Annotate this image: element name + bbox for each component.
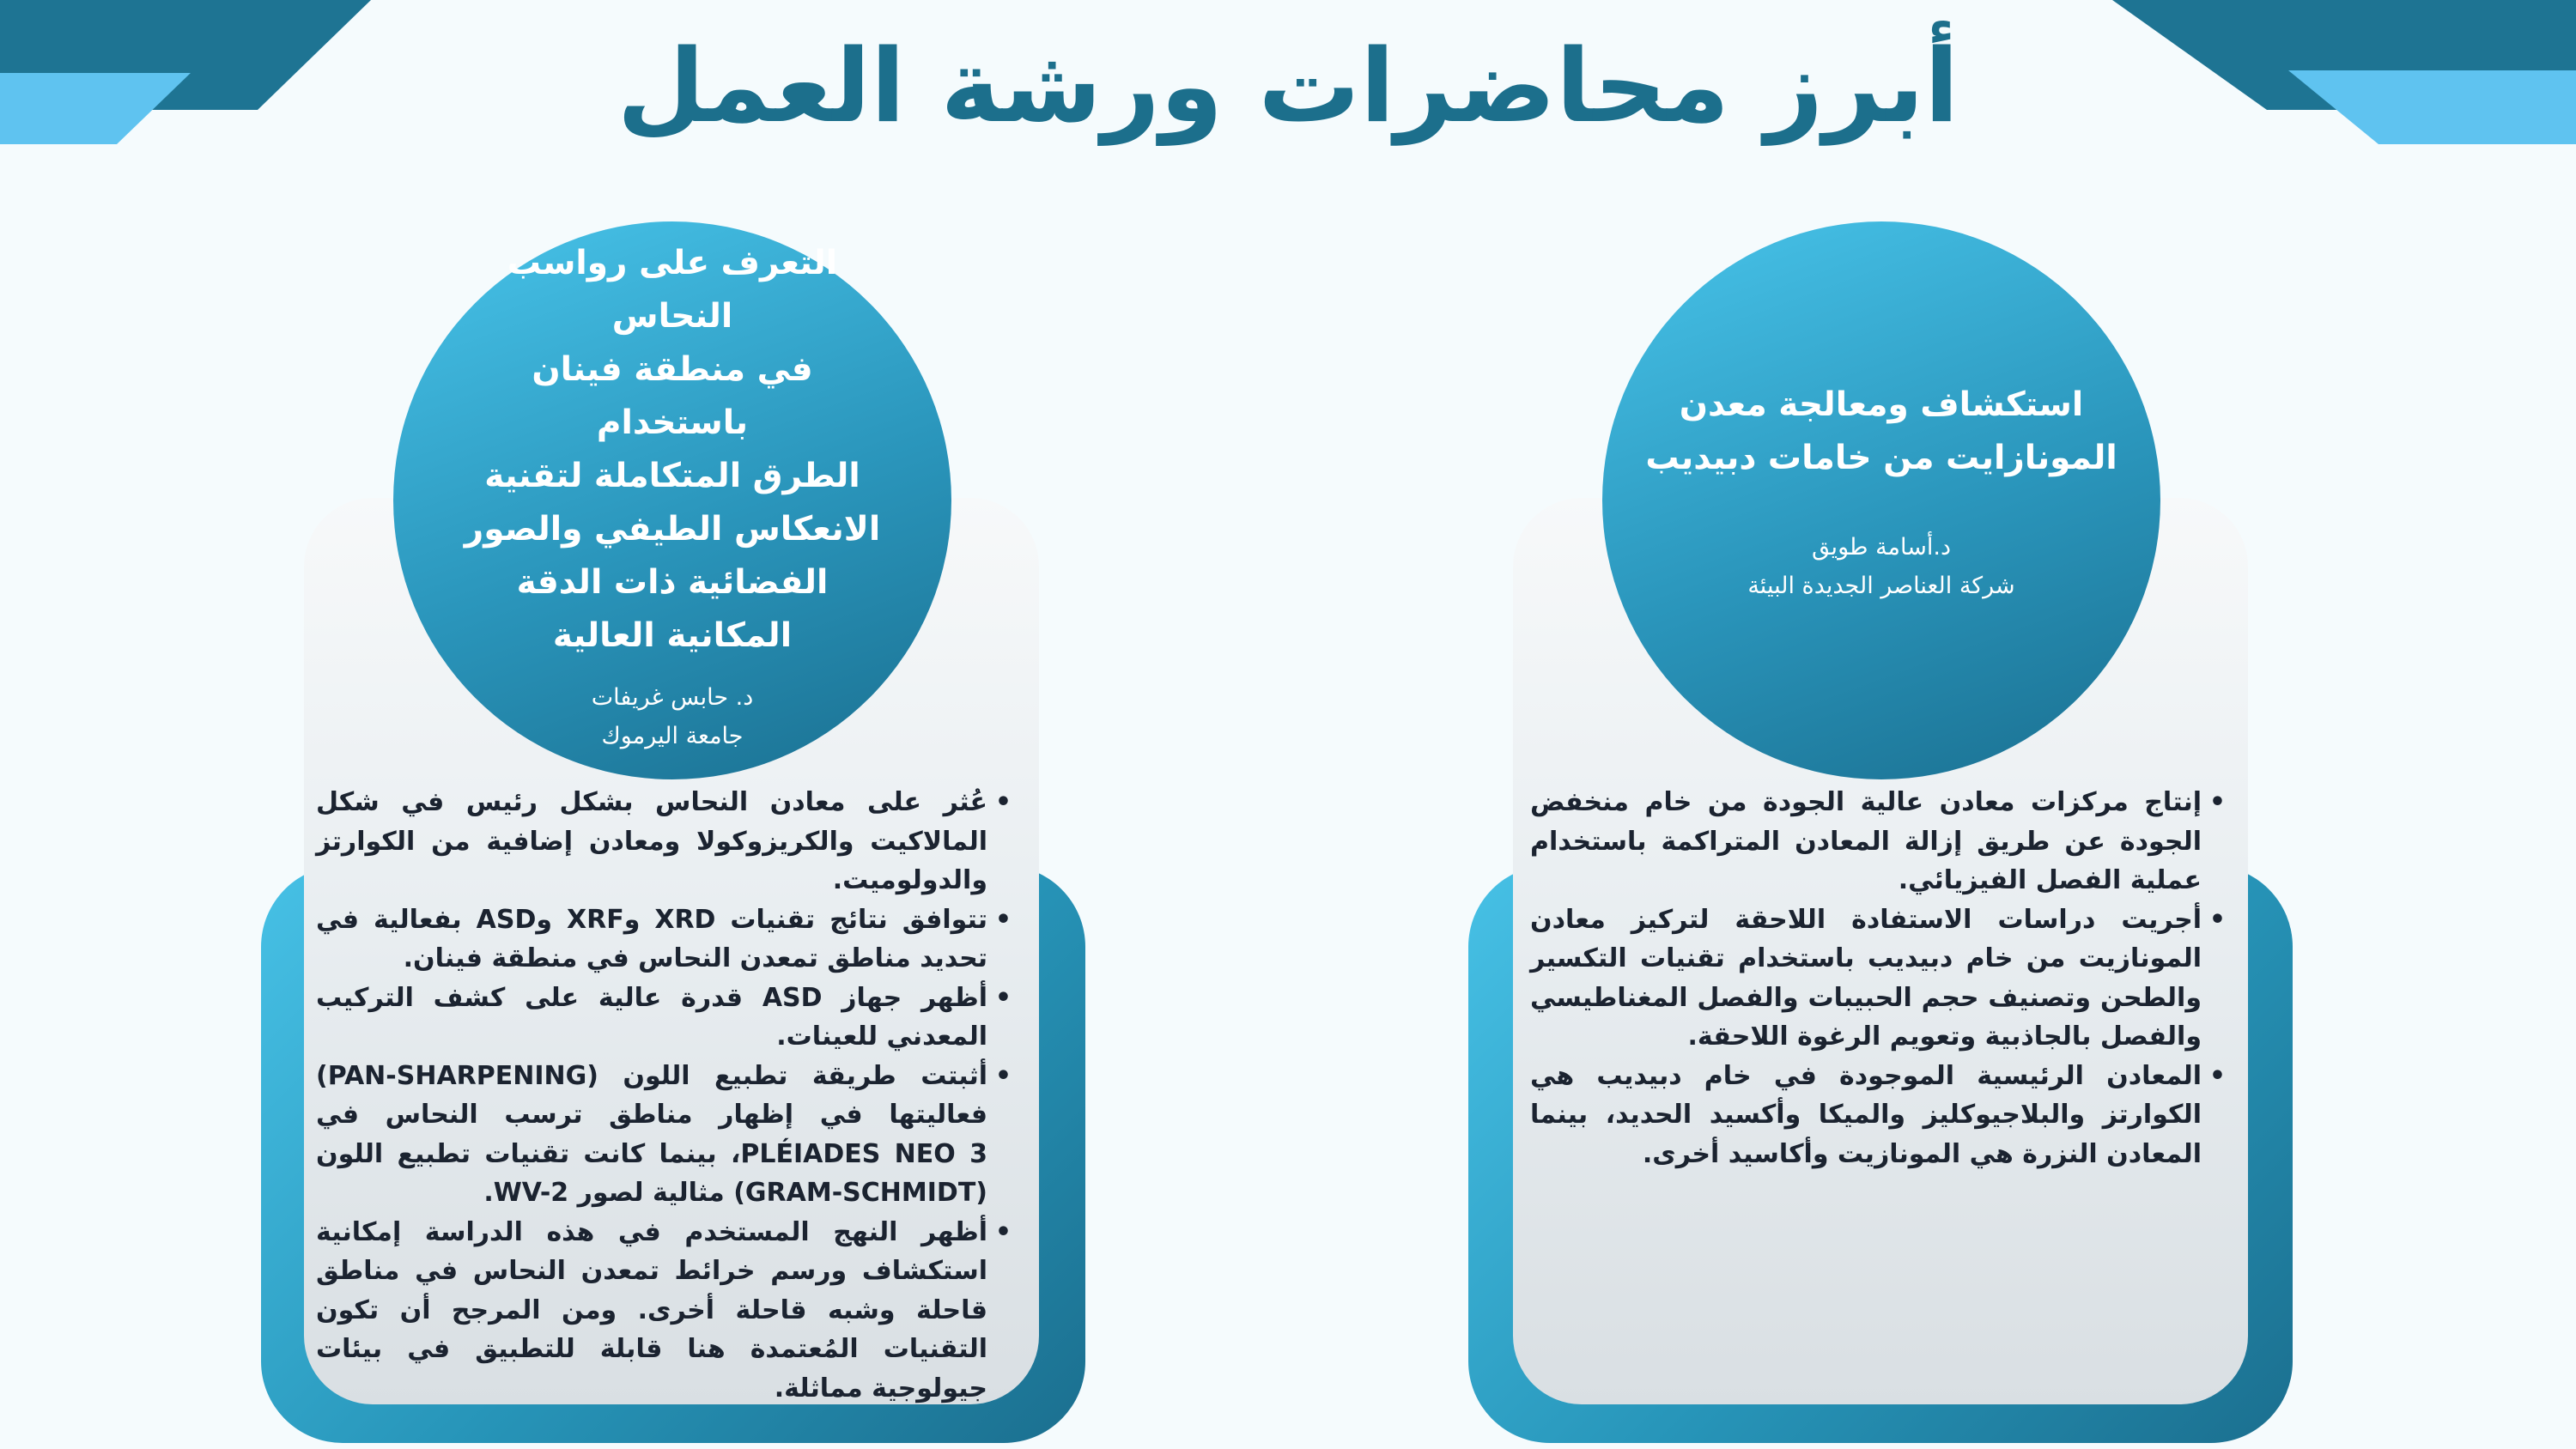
lecture-point: • أجريت دراسات الاستفادة اللاحقة لتركيز معادن المونازيت من خام دبيديب باستخدام تقنيات التكسير والطحن وتصنيف حجم الحبيبات والفصل المغناطيسي والفصل بالجاذبية وتعويم الرغوة اللاحقة. (1530, 900, 2202, 1057)
lecture-title-line: استكشاف ومعالجة معدن (1679, 385, 2084, 424)
speaker-affiliation: جامعة اليرموك (601, 723, 744, 749)
lecture-title-line: الانعكاس الطيفي والصور (464, 510, 881, 549)
lecture-title-line: الطرق المتكاملة لتقنية (484, 457, 860, 495)
lecture-points (316, 783, 1012, 1408)
lecture-point: • إنتاج مركزات معادن عالية الجودة من خام منخفض الجودة عن طريق إزالة المعادن المتراكمة باستخدام عملية الفصل الفيزيائي. (1530, 783, 2202, 900)
speaker-name: د. حابس غريفات (591, 684, 754, 711)
page-title: أبرز محاضرات ورشة العمل (617, 27, 1959, 145)
lecture-title (1645, 379, 2117, 485)
lecture-title-line: التعرف على رواسب النحاس (507, 244, 838, 336)
speaker-name: د.أسامة طويق (1812, 534, 1951, 561)
lecture-point: • أظهر النهج المستخدم في هذه الدراسة إمكانية استكشاف ورسم خرائط تمعدن النحاس في مناطق قاحلة وشبه قاحلة أخرى. ومن المرجح أن تكون التقنيات المُعتمدة هنا قابلة للتطبيق في بيئات جيولوجية مماثلة. (316, 1213, 987, 1409)
lecture-title-line: في منطقة فينان باستخدام (532, 350, 813, 442)
lecture-title-line: المكانية العالية (552, 616, 793, 655)
lecture-point: • المعادن الرئيسية الموجودة في خام دبيديب هي الكوارتز والبلاجيوكليز والميكا وأكسيد الحديد، بينما المعادن النزرة هي المونازيت وأكاسيد أخرى. (1530, 1057, 2202, 1174)
speaker-affiliation: شركة العناصر الجديدة البيئة (1747, 573, 2015, 599)
lecture-point: • عُثر على معادن النحاس بشكل رئيس في شكل المالاكيت والكريزوكولا ومعادن إضافية من الكوارتز والدولوميت. (316, 783, 987, 900)
lecture-point: • أثبتت طريقة تطبيع اللون (PAN-SHARPENING) فعاليتها في إظهار مناطق ترسب النحاس في PLÉIADES NEO 3، بينما كانت تقنيات تطبيع اللون (GRAM-SCHMIDT) مثالية لصور WV-2. (316, 1057, 987, 1213)
lecture-title (453, 237, 891, 663)
lecture-point: • أظهر جهاز ASD قدرة عالية على كشف التركيب المعدني للعينات. (316, 979, 987, 1057)
lecture-points (1530, 783, 2226, 1173)
lecture-title-circle (1602, 221, 2160, 779)
lecture-title-circle (393, 221, 951, 779)
lecture-title-line: المونازايت من خامات دبيديب (1645, 439, 2117, 477)
lecture-point: • تتوافق نتائج تقنيات XRD وXRF وASD بفعالية في تحديد مناطق تمعدن النحاس في منطقة فينان. (316, 900, 987, 979)
lecture-title-line: الفضائية ذات الدقة (516, 563, 829, 602)
